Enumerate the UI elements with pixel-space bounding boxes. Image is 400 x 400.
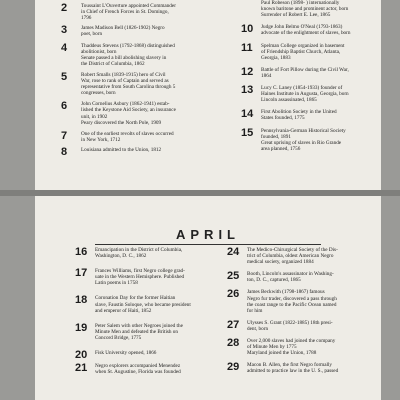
entry-text: Booth, Lincoln's assassinator in Washing-	[247, 271, 334, 278]
calendar-entry	[75, 247, 225, 259]
entry-text: Negro explorers accompanied Menendez	[95, 363, 181, 370]
entry-text: in Chief of French Forces in St. Domingo,	[81, 9, 169, 16]
entry-text: Robert Smalls (1839-1915) hero of Civil	[81, 71, 166, 78]
calendar-entry	[61, 3, 221, 21]
entry-text: 1796	[81, 15, 92, 22]
entry-text: uate in the Western Hemisphere. Published	[95, 274, 185, 281]
entry-text: poet, born	[81, 31, 103, 38]
day-number: 11	[241, 41, 253, 54]
calendar-entry	[241, 109, 377, 121]
day-number: 25	[227, 270, 240, 283]
entry-text: Negro fur trader, discovered a pass through	[247, 295, 337, 302]
entry-text: First Abolition Society in the United	[261, 109, 337, 116]
entry-text: Battle of Fort Pillow during the Civil War,	[261, 66, 349, 73]
entry-text: Ulysses S. Grant (1822-1885) 18th presi-	[247, 319, 333, 326]
day-number: 18	[75, 294, 88, 307]
entry-text: James Beckwith (1798-1867) famous	[247, 289, 325, 296]
entry-text: Washington, D. C., 1862	[95, 253, 147, 260]
entry-text: Spelman College organized in basement	[261, 42, 345, 49]
day-number: 28	[227, 337, 240, 350]
calendar-entry	[241, 0, 377, 18]
day-number: 27	[227, 318, 240, 331]
entry-text: in New York, 1712	[81, 136, 121, 143]
day-number: 3	[61, 24, 68, 37]
day-number: 8	[61, 145, 68, 158]
day-number: 17	[75, 267, 88, 280]
entry-text: unit, in 1902	[81, 113, 108, 120]
entry-text: Georgia, 1883	[261, 54, 291, 61]
top-right-column	[241, 0, 377, 156]
calendar-entry	[227, 338, 377, 356]
entry-text: representative from South Carolina through 5	[81, 84, 176, 91]
entry-text: slave, Faustin Soloque, who became president	[95, 301, 191, 308]
entry-text: of Minute Men by 1775	[247, 344, 297, 351]
entry-text: Coronation Day for the former Haitian	[95, 295, 176, 302]
entry-text: dent, born	[247, 325, 269, 332]
bottom-right-column	[227, 247, 377, 378]
calendar-entry	[75, 349, 225, 362]
day-number: 21	[75, 362, 88, 375]
entry-text: when St. Augustine, Florida was founded	[95, 369, 181, 376]
calendar-entry	[227, 289, 377, 313]
entry-text: Over 2,000 slaves had joined the company	[247, 338, 336, 345]
calendar-entry	[227, 247, 377, 265]
day-number: 26	[227, 288, 240, 301]
entry-text: founded, 1891	[261, 133, 291, 140]
entry-text: Judge John Belmo O'Neal (1793-1863)	[261, 24, 343, 31]
entry-text: Thaddeus Stevens (1792-1868) distinguished	[81, 42, 175, 49]
calendar-page-top	[35, 0, 381, 190]
day-number: 5	[61, 70, 68, 83]
entry-text: Lincoln assassinated, 1865	[261, 97, 317, 104]
entry-text: and emperor of Haiti, 1852	[95, 307, 152, 314]
calendar-entry	[227, 362, 377, 374]
day-number: 2	[61, 2, 68, 15]
entry-text: medical society, organized 1884	[247, 259, 314, 266]
entry-text: area planned, 1756	[261, 145, 301, 152]
calendar-entry	[61, 101, 221, 125]
day-number: 13	[241, 84, 254, 97]
day-number: 7	[61, 129, 68, 142]
day-number: 15	[241, 126, 254, 139]
entry-text: known baritone and prominent actor, born	[261, 6, 349, 13]
day-number: 19	[75, 321, 88, 334]
entry-text: Concord Bridge, 1775	[95, 334, 142, 341]
calendar-entry	[241, 67, 377, 79]
day-number: 16	[75, 246, 88, 258]
bottom-left-column	[75, 247, 225, 378]
entry-text: Minute Men and defeated the British on	[95, 328, 178, 335]
entry-text: lished the Keystone Aid Society, an insurance	[81, 107, 176, 114]
entry-text: Maryland joined the Union, 1788	[247, 350, 317, 357]
entry-text: Senate passed a bill abolishing slavery in	[81, 54, 167, 61]
calendar-entry	[241, 85, 377, 103]
entry-text: trict of Columbia, oldest American Negro	[247, 253, 334, 260]
calendar-entry	[75, 295, 225, 313]
day-number: 24	[227, 246, 240, 258]
entry-text: Louisiana admitted to the Union, 1812	[81, 146, 162, 153]
calendar-entry	[241, 128, 377, 152]
entry-text: 1864	[261, 72, 272, 79]
day-number: 4	[61, 41, 68, 54]
entry-text: congresses, born	[81, 90, 116, 97]
entry-text: Lucy C. Laney (1854-1933) founder of	[261, 85, 343, 92]
calendar-entry	[61, 72, 221, 96]
month-heading: APRIL	[176, 227, 240, 242]
entry-text: Pennsylvania-German Historical Society	[261, 127, 346, 134]
entry-text: One of the earliest revolts of slaves occurred	[81, 130, 174, 137]
entry-text: advocate of the enlightment of slaves, born	[261, 30, 351, 37]
calendar-entry	[61, 145, 221, 158]
entry-text: Haines Institute in Augusta, Georgia, born	[261, 91, 349, 98]
entry-text: Surrender of Robert E. Lee, 1865	[261, 12, 331, 19]
entry-text: Emancipation in the District of Columbia,	[95, 247, 183, 253]
entry-text: Latin poems in 1758	[95, 280, 138, 287]
entry-text: Peary discovered the North Pole, 1909	[81, 119, 162, 126]
entry-text: Toussaint L'Ouverture appointed Commander	[81, 3, 176, 10]
entry-text: War, rose to rank of Captain and served as	[81, 78, 169, 85]
entry-text: the District of Columbia, 1862	[81, 60, 145, 67]
top-left-column	[61, 0, 221, 156]
entry-text: ton, D. C., captured, 1865	[247, 277, 301, 284]
entry-text: for him	[247, 307, 263, 314]
entry-text: States founded, 1775	[261, 115, 305, 122]
entry-text: abolitionist, born	[81, 48, 117, 55]
calendar-entry	[241, 43, 377, 61]
calendar-entry	[227, 271, 377, 283]
entry-text: Peter Salem with other Negroes joined the	[95, 322, 183, 329]
calendar-page-bottom	[35, 196, 381, 400]
entry-text: John Cornelius Asbury (1862-1941) estab-	[81, 101, 170, 108]
day-number: 10	[241, 23, 254, 36]
day-number: 14	[241, 108, 254, 121]
entry-text: Macon B. Allen, the first Negro formally	[247, 362, 332, 369]
calendar-entry	[61, 131, 221, 143]
entry-text: The Medico-Chirurgical Society of the Dis-	[247, 247, 338, 253]
entry-text: of Friendship Baptist Church, Atlanta,	[261, 48, 341, 55]
day-number: 12	[241, 65, 254, 78]
entry-text: the coast range to the Pacific Ocean named	[247, 301, 337, 308]
entry-text: James Madison Bell (1826-1902) Negro	[81, 25, 165, 32]
day-number: 20	[75, 349, 88, 362]
day-number: 6	[61, 100, 68, 113]
calendar-entry	[61, 25, 221, 37]
calendar-entry	[227, 320, 377, 332]
calendar-entry	[75, 268, 225, 286]
day-number: 29	[227, 361, 240, 374]
calendar-entry	[75, 363, 225, 375]
entry-text: Paul Robeson (1898- ) internationally	[261, 0, 340, 7]
heading-rule	[95, 244, 321, 245]
calendar-entry	[241, 24, 377, 36]
calendar-entry	[61, 43, 221, 67]
entry-text: Great uprising of slaves in Rio Grande	[261, 139, 342, 146]
entry-text: Frances Williams, first Negro college grad-	[95, 268, 185, 275]
calendar-entry	[75, 323, 225, 341]
entry-text: admitted to practice law in the U. S., passed	[247, 368, 339, 375]
entry-text: Fisk University opened, 1866	[95, 350, 157, 357]
